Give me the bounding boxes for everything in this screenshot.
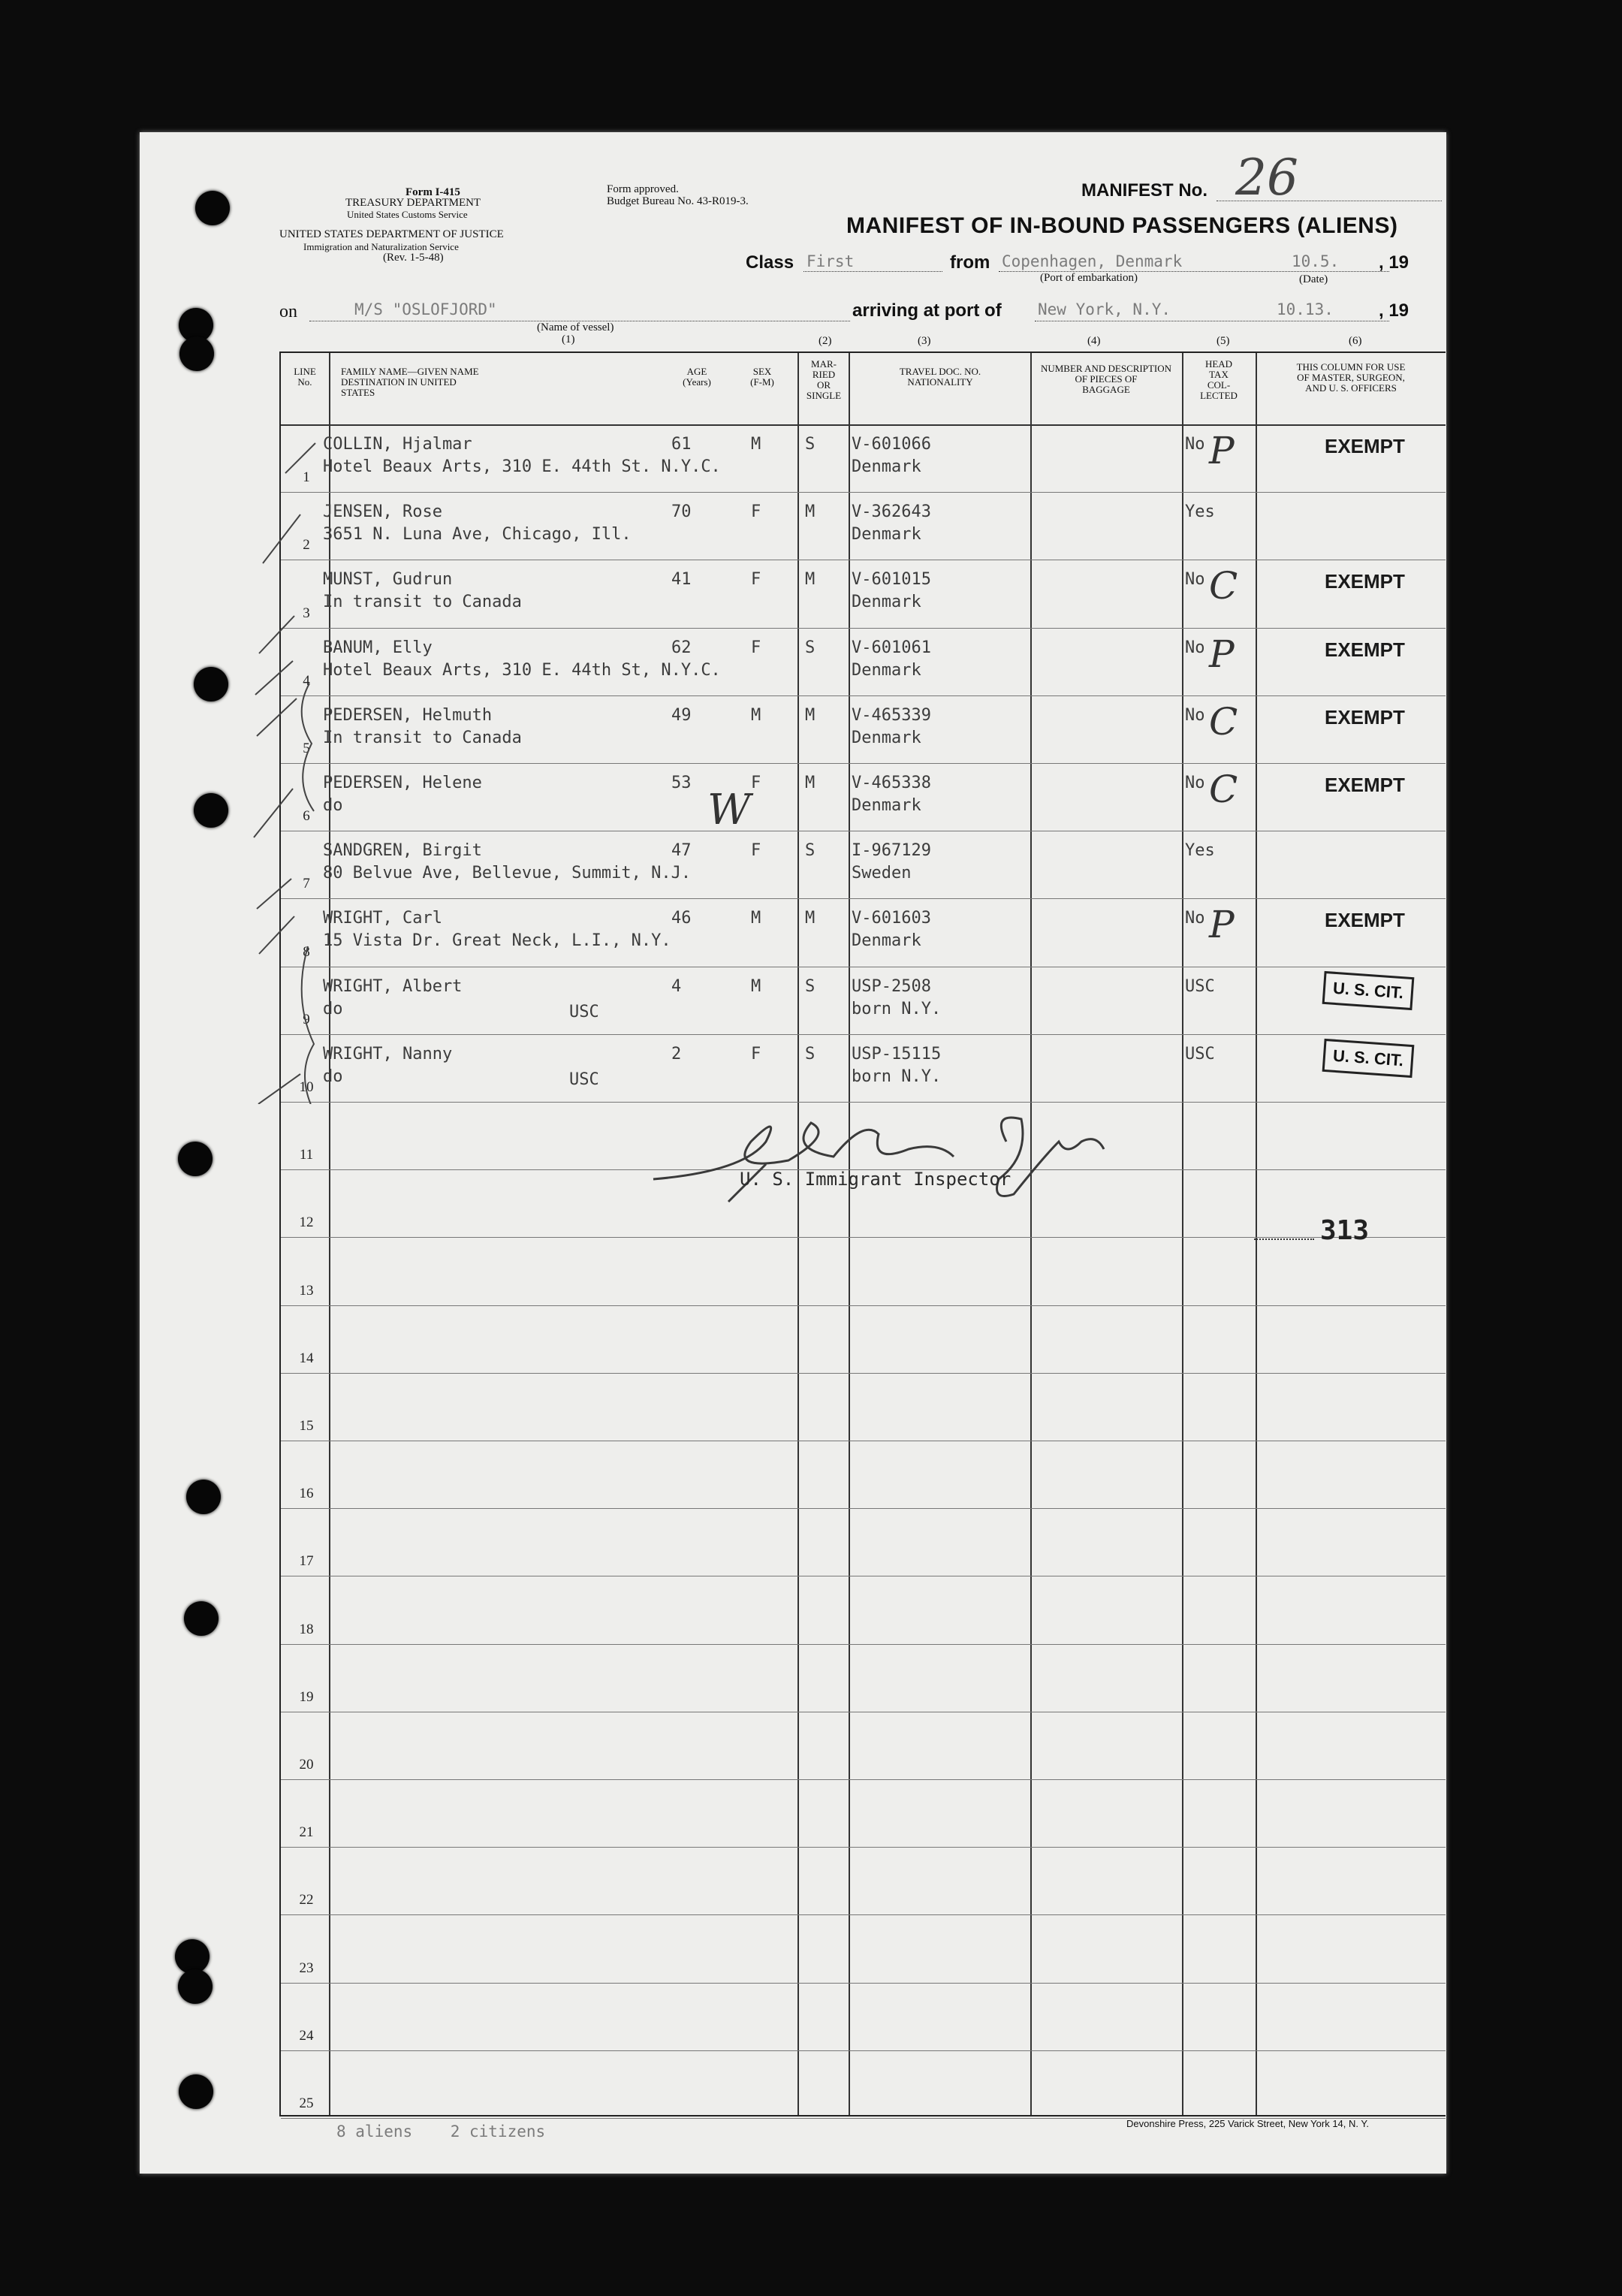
- passenger-age: 4: [671, 976, 682, 996]
- line-number: 23: [299, 1960, 314, 1976]
- col-divider: [1256, 353, 1257, 2115]
- arrival-blank: [1035, 320, 1389, 321]
- form-number: Form I-415: [406, 186, 460, 198]
- col-officers-header: THIS COLUMN FOR USE OF MASTER, SURGEON, AND U. S. OFFICERS: [1296, 361, 1406, 394]
- passenger-table: [279, 351, 1446, 2116]
- line-number: 14: [299, 1350, 314, 1366]
- passenger-destination: 3651 N. Luna Ave, Chicago, Ill.: [323, 525, 632, 545]
- sex-mark: W: [707, 786, 751, 834]
- officer-exempt-stamp: EXEMPT: [1325, 909, 1405, 932]
- arriving-label: arriving at port of: [852, 300, 1002, 321]
- col-married-header: MAR- RIED OR SINGLE: [806, 358, 842, 401]
- passenger-age: 62: [671, 638, 692, 657]
- marital-status: M: [805, 909, 816, 928]
- col-sex-header: SEX (F-M): [750, 366, 774, 388]
- us-citizen-stamp: U. S. CIT.: [1322, 970, 1415, 1009]
- vessel-col-num: (1): [562, 333, 575, 345]
- head-tax-mark: P: [1209, 632, 1235, 676]
- head-tax-mark: P: [1209, 429, 1235, 472]
- nationality: born N.Y.: [852, 1067, 942, 1086]
- nationality: Denmark: [852, 525, 921, 545]
- passenger-age: 2: [671, 1044, 682, 1064]
- travel-doc-no: USP-2508: [852, 976, 931, 996]
- line-number: 25: [299, 2095, 314, 2111]
- nationality: born N.Y.: [852, 999, 942, 1018]
- row-rule: [281, 628, 1446, 629]
- line-number: 21: [299, 1824, 314, 1841]
- on-label: on: [279, 302, 297, 321]
- line-number: 22: [299, 1892, 314, 1908]
- officer-exempt-stamp: EXEMPT: [1325, 570, 1405, 593]
- line-number: 12: [299, 1214, 314, 1231]
- class-value: First: [806, 252, 855, 270]
- year-label-2: , 19: [1379, 300, 1409, 321]
- binder-hole: [186, 1480, 221, 1514]
- usc-mark: USC: [569, 1002, 599, 1021]
- travel-doc-no: V-601061: [852, 638, 931, 657]
- arrival-port: New York, N.Y.: [1038, 300, 1171, 318]
- col-num-6: (6): [1349, 335, 1362, 347]
- passenger-age: 53: [671, 774, 692, 792]
- line-number: 20: [299, 1757, 314, 1773]
- line-number: 1: [303, 469, 310, 486]
- officer-exempt-stamp: EXEMPT: [1325, 774, 1405, 796]
- head-tax: USC: [1185, 976, 1215, 996]
- cert-rule: [1254, 1238, 1314, 1240]
- binder-hole: [178, 1142, 213, 1176]
- nationality: Denmark: [852, 660, 921, 680]
- line-number: 18: [299, 1621, 314, 1637]
- travel-doc-no: V-601015: [852, 570, 931, 590]
- line-number: 11: [299, 1147, 314, 1163]
- customs-service: United States Customs Service: [347, 209, 468, 220]
- passenger-destination: In transit to Canada: [323, 728, 522, 747]
- line-number: 10: [299, 1079, 314, 1095]
- nationality: Denmark: [852, 593, 921, 612]
- passenger-destination: do: [323, 1067, 343, 1086]
- col-name-header: FAMILY NAME—GIVEN NAME DESTINATION IN UNITED STATES: [341, 366, 479, 398]
- col-num-3: (3): [918, 335, 931, 347]
- travel-doc-no: USP-15115: [852, 1044, 942, 1064]
- head-tax-mark: P: [1209, 903, 1235, 947]
- revision: (Rev. 1-5-48): [383, 252, 444, 264]
- passenger-sex: F: [751, 502, 761, 522]
- passenger-sex: M: [751, 435, 761, 454]
- depart-date: 10.5.: [1292, 252, 1340, 270]
- line-number: 15: [299, 1418, 314, 1434]
- page-title: MANIFEST OF IN-BOUND PASSENGERS (ALIENS): [846, 213, 1398, 238]
- passenger-destination: 15 Vista Dr. Great Neck, L.I., N.Y.: [323, 931, 671, 951]
- printer-imprint: Devonshire Press, 225 Varick Street, New York 14, N. Y.: [1126, 2118, 1369, 2129]
- binder-hole: [175, 1939, 210, 1974]
- head-tax-mark: C: [1209, 768, 1238, 811]
- nationality: Denmark: [852, 931, 921, 951]
- usc-mark: USC: [569, 1070, 599, 1089]
- arrival-date: 10.13.: [1277, 300, 1334, 318]
- line-number: 24: [299, 2027, 314, 2044]
- passenger-sex: F: [751, 774, 761, 792]
- row-rule: [281, 2050, 1446, 2051]
- passenger-destination: 80 Belvue Ave, Bellevue, Summit, N.J.: [323, 864, 692, 883]
- treasury-dept: TREASURY DEPARTMENT: [345, 197, 481, 209]
- line-number: 19: [299, 1688, 314, 1705]
- head-tax: No: [1185, 909, 1205, 928]
- manifest-number: 26: [1235, 149, 1298, 207]
- head-tax: No: [1185, 435, 1205, 454]
- travel-doc-no: V-362643: [852, 502, 931, 522]
- from-label: from: [950, 252, 990, 273]
- marital-status: M: [805, 774, 816, 792]
- col-age-header: AGE (Years): [683, 366, 711, 388]
- line-number: 13: [299, 1282, 314, 1299]
- binder-hole: [179, 2074, 213, 2109]
- travel-doc-no: I-967129: [852, 841, 931, 861]
- nationality: Denmark: [852, 728, 921, 747]
- date-caption: (Date): [1299, 273, 1328, 285]
- marital-status: M: [805, 705, 816, 725]
- marital-status: M: [805, 502, 816, 522]
- head-tax: USC: [1185, 1044, 1215, 1064]
- passenger-sex: M: [751, 976, 761, 996]
- binder-hole: [195, 191, 230, 225]
- inspector-signature: [638, 1089, 1149, 1224]
- passenger-name: PEDERSEN, Helmuth: [323, 705, 493, 725]
- row-rule: [281, 898, 1446, 899]
- certification-number: 313: [1320, 1215, 1370, 1246]
- head-tax: No: [1185, 570, 1205, 590]
- row-rule: [281, 1373, 1446, 1374]
- year-label-1: , 19: [1379, 252, 1409, 273]
- passenger-destination: do: [323, 999, 343, 1018]
- travel-doc-no: V-601066: [852, 435, 931, 454]
- passenger-sex: M: [751, 705, 761, 725]
- passenger-name: JENSEN, Rose: [323, 502, 442, 522]
- head-tax: Yes: [1185, 841, 1215, 861]
- passenger-sex: F: [751, 638, 761, 657]
- head-tax: Yes: [1185, 502, 1215, 522]
- travel-doc-no: V-601603: [852, 909, 931, 928]
- nationality: Denmark: [852, 796, 921, 815]
- col-num-2: (2): [819, 335, 832, 347]
- binder-hole: [194, 667, 228, 701]
- line-number: 4: [303, 672, 310, 689]
- row-rule: [281, 1034, 1446, 1035]
- passenger-destination: In transit to Canada: [323, 593, 522, 612]
- vessel-name: M/S "OSLOFJORD": [354, 300, 497, 318]
- marital-status: S: [805, 1044, 816, 1064]
- passenger-age: 61: [671, 435, 692, 454]
- passenger-age: 41: [671, 570, 692, 590]
- line-number: 2: [303, 537, 310, 554]
- row-rule: [281, 1508, 1446, 1509]
- passenger-age: 70: [671, 502, 692, 522]
- col-line-header: LINE No.: [294, 366, 316, 388]
- row-rule: [281, 1914, 1446, 1915]
- row-rule: [281, 1305, 1446, 1306]
- line-number: 6: [303, 808, 310, 825]
- col-num-4: (4): [1087, 335, 1101, 347]
- row-rule: [281, 1644, 1446, 1645]
- binder-hole: [178, 1969, 213, 2004]
- passenger-age: 49: [671, 705, 692, 725]
- head-tax: No: [1185, 705, 1205, 725]
- ins-service: Immigration and Naturalization Service: [303, 241, 459, 252]
- line-number: 5: [303, 741, 310, 756]
- justice-dept: UNITED STATES DEPARTMENT OF JUSTICE: [279, 228, 504, 240]
- passenger-age: 47: [671, 841, 692, 861]
- head-tax-mark: C: [1209, 564, 1238, 608]
- vessel-caption: (Name of vessel): [537, 321, 614, 333]
- passenger-name: BANUM, Elly: [323, 638, 433, 657]
- officer-exempt-stamp: EXEMPT: [1325, 705, 1405, 729]
- passenger-destination: Hotel Beaux Arts, 310 E. 44th St. N.Y.C.: [323, 457, 721, 476]
- passenger-name: SANDGREN, Birgit: [323, 841, 482, 861]
- budget-bureau: Budget Bureau No. 43-R019-3.: [607, 195, 749, 207]
- binder-hole: [194, 793, 228, 828]
- row-rule: [281, 695, 1446, 696]
- port-caption: (Port of embarkation): [1040, 272, 1138, 284]
- header-rule: [281, 424, 1446, 426]
- travel-doc-no: V-465338: [852, 774, 931, 792]
- head-tax-mark: C: [1209, 699, 1238, 744]
- summary-line: 8 aliens 2 citizens: [336, 2123, 546, 2141]
- row-rule: [281, 1983, 1446, 1984]
- col-travel-header: TRAVEL DOC. NO. NATIONALITY: [899, 366, 981, 388]
- head-tax: No: [1185, 638, 1205, 657]
- passenger-name: WRIGHT, Nanny: [323, 1044, 453, 1064]
- passenger-destination: do: [323, 796, 343, 815]
- col-divider: [1030, 353, 1032, 2115]
- col-divider: [849, 353, 850, 2115]
- marital-status: S: [805, 435, 816, 454]
- line-number: 7: [303, 876, 310, 892]
- inspector-signature-text: [751, 1112, 867, 1130]
- passenger-name: WRIGHT, Carl: [323, 909, 442, 928]
- line-number: 17: [299, 1553, 314, 1570]
- from-port: Copenhagen, Denmark: [1002, 252, 1183, 270]
- line-number: 9: [303, 1011, 310, 1027]
- line-number: 8: [303, 943, 310, 960]
- nationality: Sweden: [852, 864, 912, 883]
- marital-status: S: [805, 976, 816, 996]
- officer-exempt-stamp: EXEMPT: [1325, 435, 1405, 457]
- manifest-no-label: MANIFEST No.: [1081, 180, 1207, 201]
- row-rule: [281, 1779, 1446, 1780]
- us-citizen-stamp: U. S. CIT.: [1322, 1039, 1415, 1078]
- class-label: Class: [746, 252, 794, 273]
- col-baggage-header: NUMBER AND DESCRIPTION OF PIECES OF BAGGAGE: [1040, 363, 1172, 395]
- passenger-sex: F: [751, 570, 761, 590]
- marital-status: S: [805, 638, 816, 657]
- head-tax: No: [1185, 774, 1205, 792]
- passenger-destination: Hotel Beaux Arts, 310 E. 44th St, N.Y.C.: [323, 660, 721, 680]
- passenger-name: MUNST, Gudrun: [323, 570, 453, 590]
- passenger-name: PEDERSEN, Helene: [323, 774, 482, 792]
- col-divider: [1182, 353, 1183, 2115]
- passenger-sex: M: [751, 909, 761, 928]
- row-rule: [281, 1847, 1446, 1848]
- officer-exempt-stamp: EXEMPT: [1325, 638, 1405, 661]
- col-divider: [797, 353, 799, 2115]
- class-blank: [803, 270, 942, 272]
- marital-status: M: [805, 570, 816, 590]
- marital-status: S: [805, 841, 816, 861]
- line-number: 16: [299, 1486, 314, 1502]
- passenger-sex: F: [751, 841, 761, 861]
- check-marks: [248, 428, 330, 1104]
- col-num-5: (5): [1216, 335, 1230, 347]
- nationality: Denmark: [852, 457, 921, 476]
- row-rule: [281, 763, 1446, 764]
- passenger-name: COLLIN, Hjalmar: [323, 435, 472, 454]
- inspector-title: U. S. Immigrant Inspector: [740, 1169, 1011, 1190]
- form-approved: Form approved.: [607, 183, 679, 195]
- col-headtax-header: HEAD TAX COL- LECTED: [1200, 358, 1238, 401]
- line-number: 3: [303, 605, 310, 621]
- binder-hole: [184, 1601, 219, 1636]
- travel-doc-no: V-465339: [852, 705, 931, 725]
- passenger-age: 46: [671, 909, 692, 928]
- row-rule: [281, 492, 1446, 493]
- passenger-sex: F: [751, 1044, 761, 1064]
- binder-hole: [179, 336, 214, 371]
- passenger-name: WRIGHT, Albert: [323, 976, 463, 996]
